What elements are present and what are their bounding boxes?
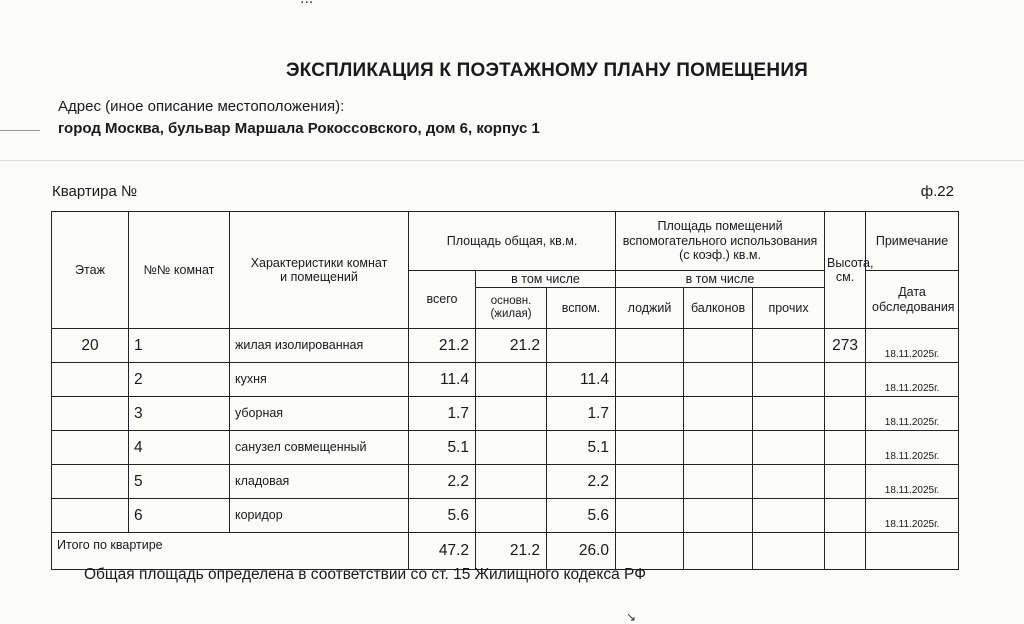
cell-date: 18.11.2025г. <box>866 397 959 431</box>
cell-balconies <box>684 465 753 499</box>
cell-room: 6 <box>129 499 230 533</box>
cell-main <box>476 397 547 431</box>
header-loggias: лоджий <box>616 288 684 329</box>
cell-date: 18.11.2025г. <box>866 329 959 363</box>
cell-date: 18.11.2025г. <box>866 465 959 499</box>
table-row <box>52 431 959 465</box>
cell-room: 3 <box>129 397 230 431</box>
cell-date: 18.11.2025г. <box>866 431 959 465</box>
cell-main <box>476 431 547 465</box>
cell-other <box>753 465 825 499</box>
total-balconies <box>684 533 753 570</box>
cell-other <box>753 499 825 533</box>
cell-room: 2 <box>129 363 230 397</box>
cell-height <box>825 397 866 431</box>
cell-aux: 2.2 <box>547 465 616 499</box>
cell-room: 4 <box>129 431 230 465</box>
header-balconies: балконов <box>684 288 753 329</box>
cell-name: санузел совмещенный <box>230 431 409 465</box>
header-main-living: основн. (жилая) <box>476 288 547 329</box>
cell-name: уборная <box>230 397 409 431</box>
cell-date: 18.11.2025г. <box>866 499 959 533</box>
total-main: 21.2 <box>476 533 547 570</box>
header-aux-area: Площадь помещений вспомогательного использования (с коэф.) кв.м. <box>616 212 825 271</box>
cell-loggias <box>616 431 684 465</box>
table-row <box>52 329 959 363</box>
address-value: город Москва, бульвар Маршала Рокоссовского, дом 6, корпус 1 <box>58 120 540 137</box>
cell-balconies <box>684 363 753 397</box>
cell-main <box>476 465 547 499</box>
cell-total: 2.2 <box>409 465 476 499</box>
cell-floor <box>52 363 129 397</box>
header-room-no: №№ комнат <box>129 212 230 329</box>
cut-off-header-fragment <box>300 0 313 8</box>
cell-aux: 11.4 <box>547 363 616 397</box>
cell-total: 5.1 <box>409 431 476 465</box>
cell-aux <box>547 329 616 363</box>
scan-mark: ↘ <box>626 610 637 624</box>
table-row <box>52 397 959 431</box>
cell-balconies <box>684 431 753 465</box>
header-auxiliary: вспом. <box>547 288 616 329</box>
cell-balconies <box>684 499 753 533</box>
cell-floor <box>52 499 129 533</box>
cell-date: 18.11.2025г. <box>866 363 959 397</box>
scan-line <box>0 130 40 131</box>
cell-aux: 1.7 <box>547 397 616 431</box>
total-height <box>825 533 866 570</box>
cell-loggias <box>616 329 684 363</box>
cell-balconies <box>684 397 753 431</box>
header-characteristics: Характеристики комнат и помещений <box>230 212 409 329</box>
footer-note: Общая площадь определена в соответствии со ст. 15 Жилищного кодекса РФ <box>84 566 646 583</box>
cell-floor <box>52 465 129 499</box>
cell-floor <box>52 397 129 431</box>
cell-total: 1.7 <box>409 397 476 431</box>
total-all: 47.2 <box>409 533 476 570</box>
cell-aux: 5.1 <box>547 431 616 465</box>
cell-main <box>476 363 547 397</box>
total-loggias <box>616 533 684 570</box>
cell-room: 5 <box>129 465 230 499</box>
header-height: Высота, см. <box>825 212 866 329</box>
header-note: Примечание <box>866 212 959 271</box>
cell-height <box>825 363 866 397</box>
cell-name: жилая изолированная <box>230 329 409 363</box>
address-label: Адрес (иное описание местоположения): <box>58 98 345 115</box>
cell-floor: 20 <box>52 329 129 363</box>
cell-height <box>825 465 866 499</box>
cell-floor <box>52 431 129 465</box>
apartment-label: Квартира № <box>52 183 138 200</box>
header-floor: Этаж <box>52 212 129 329</box>
cell-height <box>825 499 866 533</box>
table-row <box>52 465 959 499</box>
header-survey-date: Дата обследования <box>866 271 959 329</box>
header-including-total: в том числе <box>476 271 616 288</box>
total-other <box>753 533 825 570</box>
cell-name: коридор <box>230 499 409 533</box>
cell-total: 11.4 <box>409 363 476 397</box>
table-row <box>52 499 959 533</box>
form-code: ф.22 <box>920 183 954 200</box>
cell-room: 1 <box>129 329 230 363</box>
cell-total: 21.2 <box>409 329 476 363</box>
header-all: всего <box>409 271 476 329</box>
cell-loggias <box>616 465 684 499</box>
cell-main: 21.2 <box>476 329 547 363</box>
cell-main <box>476 499 547 533</box>
cell-height <box>825 431 866 465</box>
document-title: ЭКСПЛИКАЦИЯ К ПОЭТАЖНОМУ ПЛАНУ ПОМЕЩЕНИЯ <box>285 60 809 81</box>
total-aux: 26.0 <box>547 533 616 570</box>
table-row <box>52 363 959 397</box>
cell-name: кухня <box>230 363 409 397</box>
header-total-area: Площадь общая, кв.м. <box>409 212 616 271</box>
cell-other <box>753 431 825 465</box>
cell-other <box>753 397 825 431</box>
cell-height: 273 <box>825 329 866 363</box>
cell-name: кладовая <box>230 465 409 499</box>
scan-line <box>0 160 1024 161</box>
cell-loggias <box>616 363 684 397</box>
cell-loggias <box>616 397 684 431</box>
cell-aux: 5.6 <box>547 499 616 533</box>
cell-other <box>753 329 825 363</box>
cell-loggias <box>616 499 684 533</box>
header-including-aux: в том числе <box>616 271 825 288</box>
total-date <box>866 533 959 570</box>
total-label: Итого по квартире <box>52 533 409 570</box>
total-row <box>52 533 959 570</box>
cell-other <box>753 363 825 397</box>
header-other: прочих <box>753 288 825 329</box>
explication-table <box>51 211 959 570</box>
cell-total: 5.6 <box>409 499 476 533</box>
cell-balconies <box>684 329 753 363</box>
